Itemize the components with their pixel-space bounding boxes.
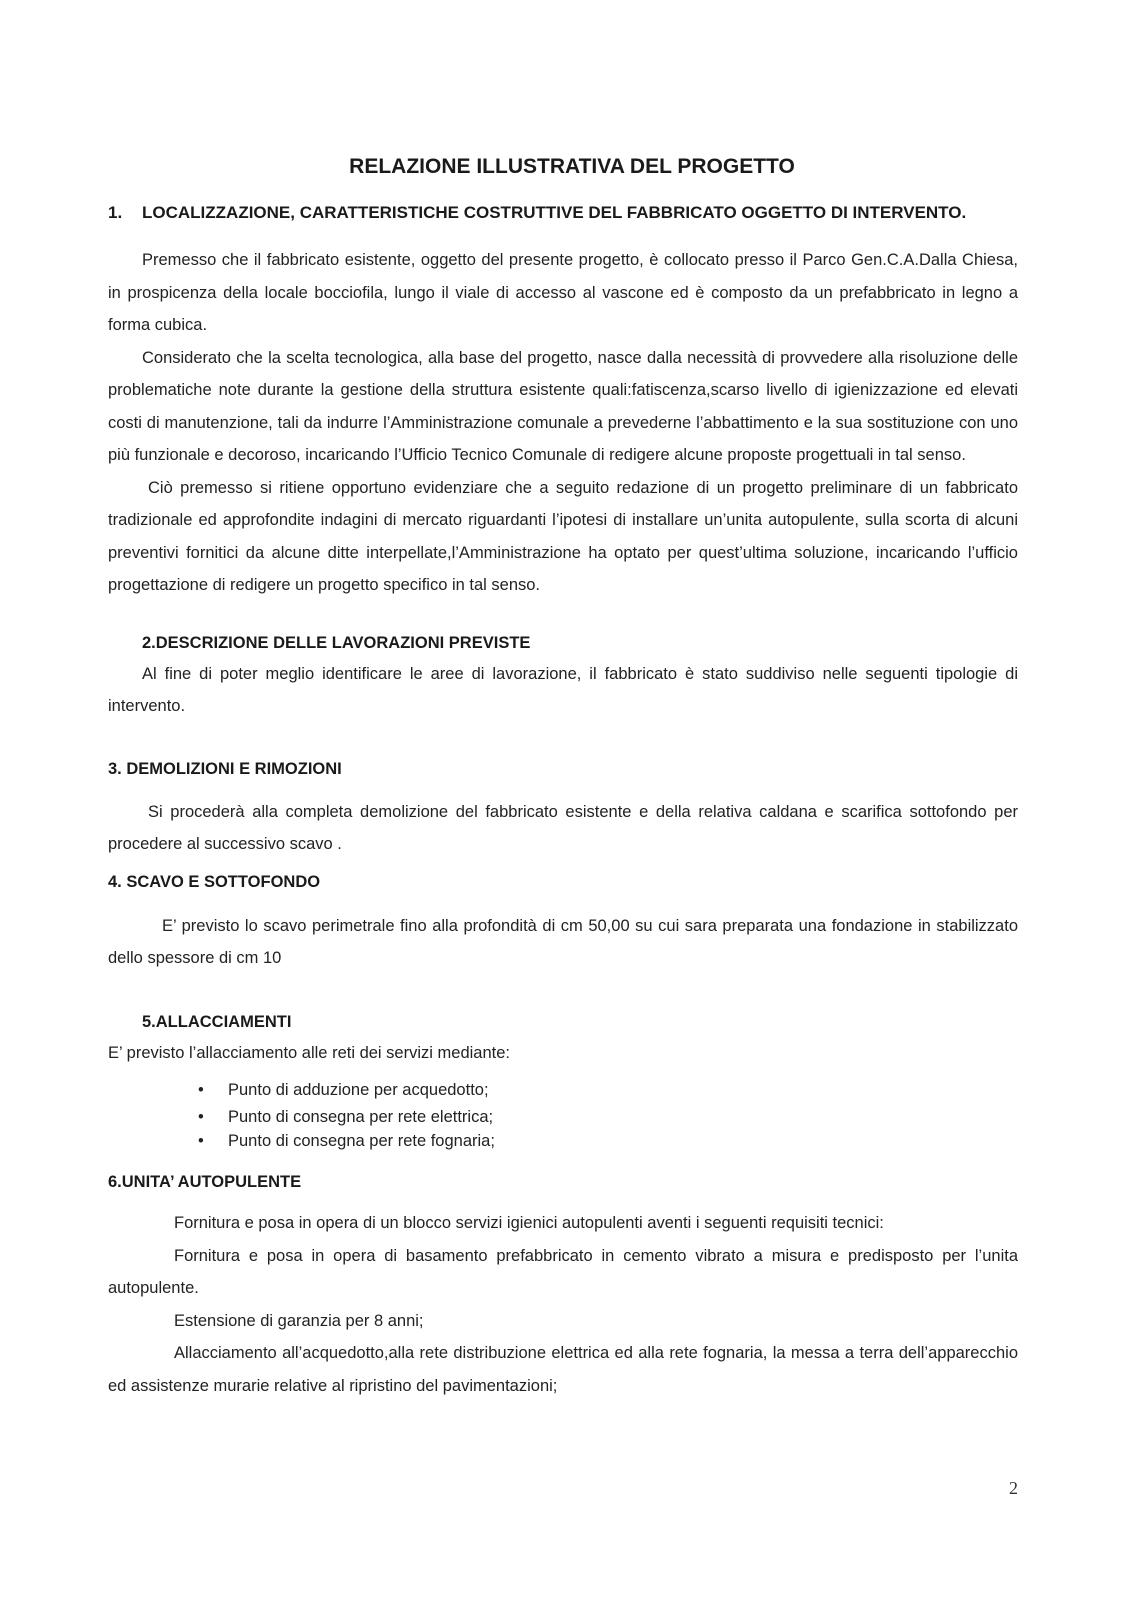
list-item: • Punto di adduzione per acquedotto; xyxy=(198,1075,1018,1105)
section-5-heading: 5.ALLACCIAMENTI xyxy=(142,1012,292,1031)
section-1-heading xyxy=(108,202,1018,224)
section-1-title: LOCALIZZAZIONE, CARATTERISTICHE COSTRUTTIVE DEL FABBRICATO OGGETTO DI INTERVENTO. xyxy=(142,203,967,222)
section-6-body xyxy=(108,1207,1018,1402)
section-6-paragraph: Fornitura e posa in opera di un blocco servizi igienici autopulenti aventi i seguenti requisiti tecnici: xyxy=(174,1214,884,1232)
services-list xyxy=(198,1075,1018,1153)
section-5-intro: E’ previsto l’allacciamento alle reti dei servizi mediante: xyxy=(108,1043,510,1062)
list-item: • Punto di consegna per rete elettrica; xyxy=(198,1105,1018,1129)
section-1-number: 1. xyxy=(108,203,123,222)
section-6-paragraph: Estensione di garanzia per 8 anni; xyxy=(174,1311,424,1330)
document-body xyxy=(108,150,1018,1402)
page-title: RELAZIONE ILLUSTRATIVA DEL PROGETTO xyxy=(349,155,795,178)
section-2-heading: 2.DESCRIZIONE DELLE LAVORAZIONI PREVISTE xyxy=(142,633,531,652)
section-4-paragraph: E’ previsto lo scavo perimetrale fino alla profondità di cm 50,00 su cui sara preparata una fondazione in stabilizzato dello spessore di cm 10 xyxy=(108,916,1018,967)
section-1-paragraph: Considerato che la scelta tecnologica, alla base del progetto, nasce dalla necessità di provvedere alla risoluzione delle problematiche note durante la gestione della struttura esistente quali:fatiscenza,scarso livello di igienizzazione ed elevati costi di manutenzione, tali da indurre l’Amministrazione comunale a prevederne l’abbattimento e la sua sostituzione con uno più funzionale e decoroso, incaricando l’Ufficio Tecnico Comunale di redigere alcune proposte progettuali in tal senso. xyxy=(108,348,1018,464)
list-item: • Punto di consegna per rete fognaria; xyxy=(198,1129,1018,1153)
section-4-heading: 4. SCAVO E SOTTOFONDO xyxy=(108,872,321,891)
section-2-paragraph: Al fine di poter meglio identificare le aree di lavorazione, il fabbricato è stato suddiviso nelle seguenti tipologie di intervento. xyxy=(108,664,1018,715)
section-6-paragraph: Allacciamento all’acquedotto,alla rete distribuzione elettrica ed alla rete fognaria, la messa a terra dell’apparecchio ed assistenze murarie relative al ripristino del pavimentazioni; xyxy=(108,1344,1018,1395)
section-3-heading: 3. DEMOLIZIONI E RIMOZIONI xyxy=(108,759,342,778)
section-6-heading: 6.UNITA’ AUTOPULENTE xyxy=(108,1173,302,1191)
page-number: 2 xyxy=(1009,1478,1018,1498)
section-6-paragraph: Fornitura e posa in opera di basamento prefabbricato in cemento vibrato a misura e predisposto per l’unita autopulente. xyxy=(108,1246,1018,1297)
section-1-paragraph: Ciò premesso si ritiene opportuno evidenziare che a seguito redazione di un progetto preliminare di un fabbricato tradizionale ed approfondite indagini di mercato riguardanti l’ipotesi di installare un’unita autopulente, sulla scorta di alcuni preventivi fornitici da alcune ditte interpellate,l’Amministrazione ha optato per quest’ultima soluzione, incaricando l’ufficio progettazione di redigere un progetto specifico in tal senso. xyxy=(108,478,1018,594)
section-3-paragraph: Si procederà alla completa demolizione del fabbricato esistente e della relativa caldana e scarifica sottofondo per procedere al successivo scavo . xyxy=(108,802,1018,853)
section-1-paragraph: Premesso che il fabbricato esistente, oggetto del presente progetto, è collocato presso il Parco Gen.C.A.Dalla Chiesa, in prospicenza della locale bocciofila, lungo il viale di accesso al vascone ed è composto da un prefabbricato in legno a forma cubica. xyxy=(108,251,1018,334)
